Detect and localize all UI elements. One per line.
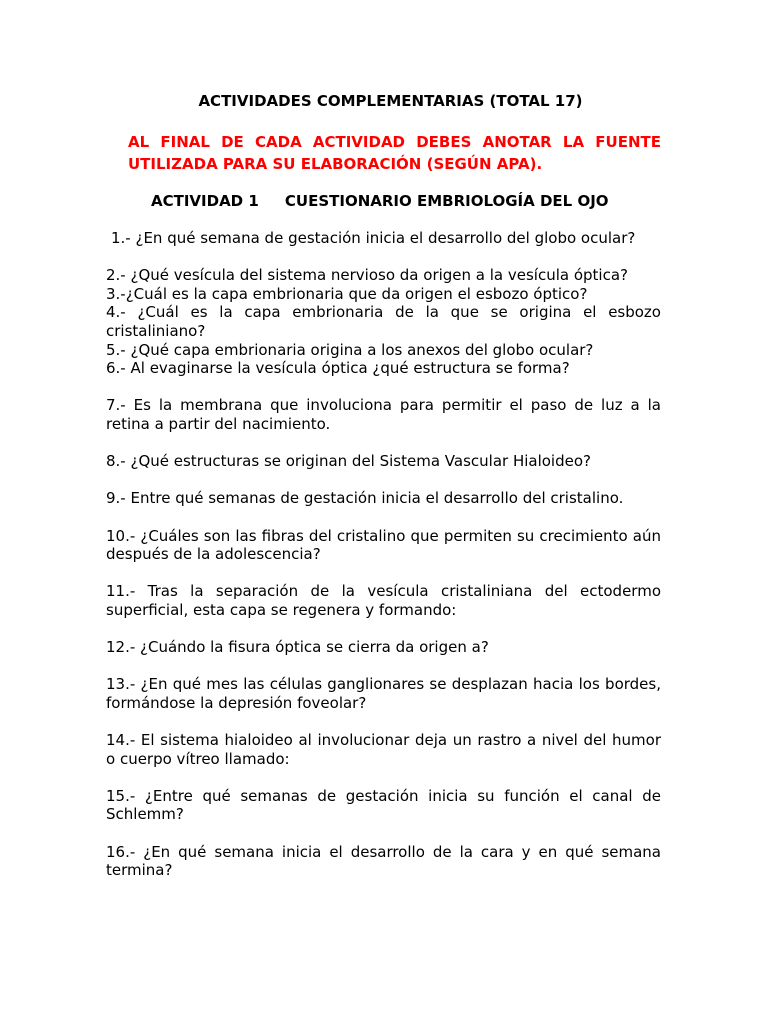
question-item: 8.- ¿Qué estructuras se originan del Sistema Vascular Hialoideo?: [106, 452, 591, 471]
apa-notice: AL FINAL DE CADA ACTIVIDAD DEBES ANOTAR LA FUENTE UTILIZADA PARA SU ELABORACIÓN (SEGÚN APA).: [128, 133, 661, 173]
question-item: 1.- ¿En qué semana de gestación inicia el desarrollo del globo ocular?: [111, 229, 636, 247]
document-title: ACTIVIDADES COMPLEMENTARIAS (TOTAL 17): [198, 92, 583, 110]
activity-heading: ACTIVIDAD 1 CUESTIONARIO EMBRIOLOGÍA DEL OJO: [151, 192, 609, 210]
question-item: 11.- Tras la separación de la vesícula cristaliniana del ectodermo superficial, esta capa se regenera y formando:: [106, 582, 661, 619]
question-item: 5.- ¿Qué capa embrionaria origina a los anexos del globo ocular?: [106, 340, 594, 359]
question-item: 7.- Es la membrana que involuciona para permitir el paso de luz a la retina a partir del nacimiento.: [106, 396, 661, 433]
question-item: 6.- Al evaginarse la vesícula óptica ¿qué estructura se forma?: [106, 359, 570, 378]
question-item: 10.- ¿Cuáles son las fibras del cristalino que permiten su crecimiento aún después de la adolescencia?: [106, 526, 661, 564]
question-item: 12.- ¿Cuándo la fisura óptica se cierra da origen a?: [106, 638, 489, 657]
question-item: 15.- ¿Entre qué semanas de gestación inicia su función el canal de Schlemm?: [106, 786, 661, 824]
question-item: 3.-¿Cuál es la capa embrionaria que da origen el esbozo óptico?: [106, 284, 588, 303]
document-page: [106, 82, 661, 880]
question-item: 16.- ¿En qué semana inicia el desarrollo de la cara y en qué semana termina?: [106, 842, 661, 880]
question-item: 2.- ¿Qué vesícula del sistema nervioso da origen a la vesícula óptica?: [106, 266, 629, 285]
question-item: 9.- Entre qué semanas de gestación inicia el desarrollo del cristalino.: [106, 489, 624, 508]
question-item: 4.- ¿Cuál es la capa embrionaria de la que se origina el esbozo cristaliniano?: [106, 303, 661, 340]
question-item: 13.- ¿En qué mes las células ganglionares se desplazan hacia los bordes, formándose la depresión foveolar?: [106, 675, 661, 712]
question-item: 14.- El sistema hialoideo al involucionar deja un rastro a nivel del humor o cuerpo vítreo llamado:: [106, 731, 661, 768]
question-list: [106, 229, 661, 880]
